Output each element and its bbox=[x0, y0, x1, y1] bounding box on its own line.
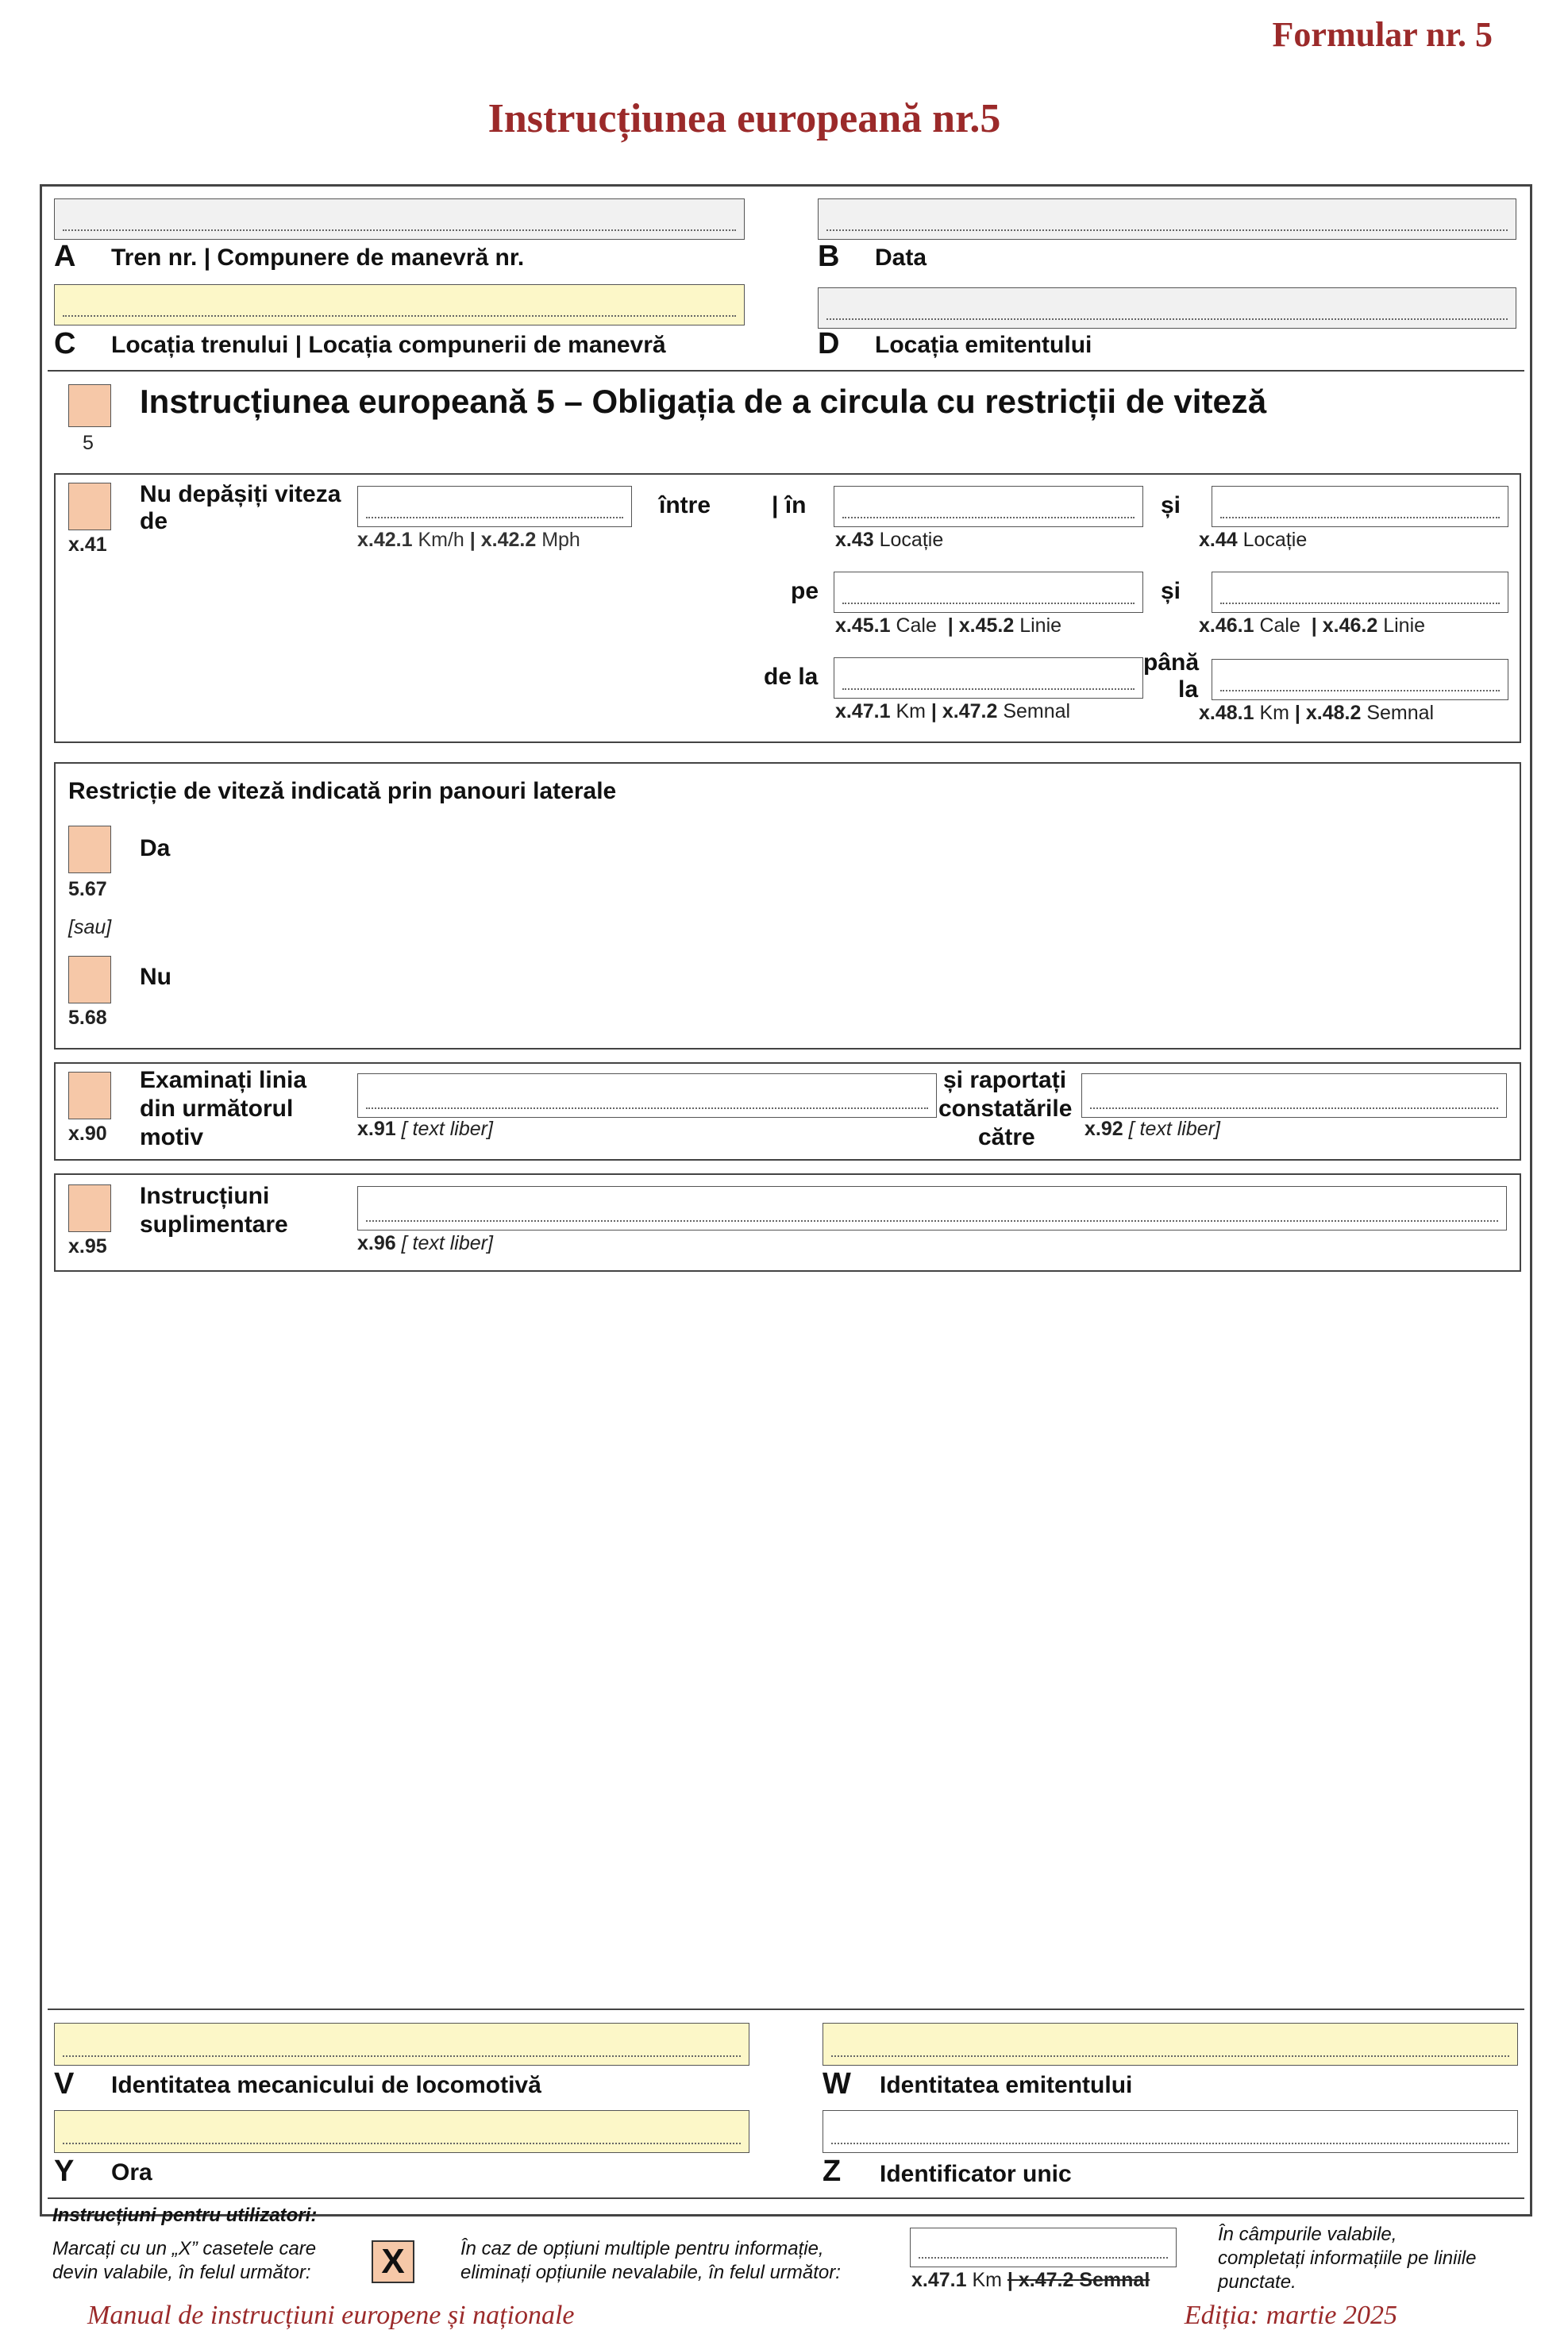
speed-unit-caption: x.42.1 Km/h | x.42.2 Mph bbox=[357, 529, 580, 551]
pana-label: până bbox=[1143, 649, 1200, 676]
location-2-field[interactable] bbox=[1212, 486, 1508, 527]
report-to-caption: x.92 [ text liber] bbox=[1085, 1118, 1220, 1140]
date-field[interactable] bbox=[818, 198, 1516, 240]
extra-label-2: suplimentare bbox=[140, 1211, 288, 1238]
panels-title: Restricție de viteză indicată prin panouri laterale bbox=[68, 778, 617, 804]
examine-code: x.90 bbox=[68, 1123, 107, 1145]
section5-code: 5 bbox=[83, 432, 94, 454]
extra-code: x.95 bbox=[68, 1235, 107, 1258]
dela-label: de la bbox=[764, 664, 819, 690]
speed-label-2: de bbox=[140, 508, 168, 534]
location-2-caption: x.44 Locație bbox=[1199, 529, 1308, 551]
instructions-col1-1: Marcați cu un „X” casetele care bbox=[52, 2238, 317, 2259]
extra-text-caption: x.96 [ text liber] bbox=[357, 1232, 493, 1254]
label-a: Tren nr. | Compunere de manevră nr. bbox=[111, 245, 525, 271]
footer-left: Manual de instrucțiuni europene și naționale bbox=[87, 2301, 575, 2330]
x-mark-example: X bbox=[372, 2240, 414, 2283]
example-caption: x.47.1 Km | x.47.2 Semnal bbox=[911, 2269, 1150, 2291]
in-label: | în bbox=[772, 492, 807, 518]
letter-v: V bbox=[54, 2067, 75, 2101]
speed-checkbox[interactable] bbox=[68, 483, 111, 530]
instructions-col3-2: completați informațiile pe liniile bbox=[1218, 2247, 1477, 2269]
extra-text-field[interactable] bbox=[357, 1186, 1507, 1231]
train-number-field[interactable] bbox=[54, 198, 745, 240]
la-label: la bbox=[1178, 676, 1199, 703]
examine-label-2: din următorul bbox=[140, 1096, 294, 1122]
letter-a: A bbox=[54, 240, 76, 273]
divider-bottom bbox=[48, 2009, 1524, 2010]
unique-id-field[interactable] bbox=[823, 2110, 1518, 2153]
report-label-2: constatările bbox=[938, 1096, 1073, 1122]
letter-d: D bbox=[818, 327, 840, 360]
nu-checkbox[interactable] bbox=[68, 956, 111, 1003]
extra-checkbox[interactable] bbox=[68, 1184, 111, 1232]
track-1-caption: x.45.1 Cale | x.45.2 Linie bbox=[835, 614, 1062, 637]
divider-top bbox=[48, 370, 1524, 372]
instructions-title: Instrucțiuni pentru utilizatori: bbox=[52, 2205, 318, 2226]
to-km-caption: x.48.1 Km | x.48.2 Semnal bbox=[1199, 702, 1435, 724]
page-title: Instrucțiunea europeană nr.5 bbox=[487, 96, 1001, 141]
label-v: Identitatea mecanicului de locomotivă bbox=[111, 2072, 541, 2098]
instructions-col2-1: În caz de opțiuni multiple pentru informație, bbox=[460, 2238, 824, 2259]
extra-label-1: Instrucțiuni bbox=[140, 1183, 270, 1209]
examine-label-3: motiv bbox=[140, 1124, 204, 1150]
divider-instructions bbox=[48, 2197, 1524, 2199]
nu-label: Nu bbox=[140, 964, 171, 990]
report-to-field[interactable] bbox=[1081, 1073, 1507, 1118]
speed-code: x.41 bbox=[68, 533, 107, 556]
label-y: Ora bbox=[111, 2159, 152, 2186]
location-1-field[interactable] bbox=[834, 486, 1143, 527]
track-2-caption: x.46.1 Cale | x.46.2 Linie bbox=[1199, 614, 1426, 637]
issuer-identity-field[interactable] bbox=[823, 2023, 1518, 2066]
instructions-col2-2: eliminați opțiunile nevalabile, în felul următor: bbox=[460, 2262, 841, 2283]
da-checkbox[interactable] bbox=[68, 826, 111, 873]
letter-z: Z bbox=[823, 2155, 842, 2188]
letter-c: C bbox=[54, 327, 76, 360]
intre-label: între bbox=[659, 492, 711, 518]
from-km-caption: x.47.1 Km | x.47.2 Semnal bbox=[835, 700, 1071, 722]
time-field[interactable] bbox=[54, 2110, 749, 2153]
letter-y: Y bbox=[54, 2155, 75, 2188]
train-location-field[interactable] bbox=[54, 284, 745, 325]
label-z: Identificator unic bbox=[880, 2161, 1072, 2187]
report-label-3: către bbox=[978, 1124, 1035, 1150]
reason-field[interactable] bbox=[357, 1073, 937, 1118]
label-b: Data bbox=[875, 245, 927, 271]
example-field bbox=[910, 2228, 1177, 2267]
label-w: Identitatea emitentului bbox=[880, 2072, 1133, 2098]
issuer-location-field[interactable] bbox=[818, 287, 1516, 329]
from-km-field[interactable] bbox=[834, 657, 1143, 699]
nu-code: 5.68 bbox=[68, 1007, 107, 1029]
si-label-2: și bbox=[1161, 578, 1181, 604]
track-2-field[interactable] bbox=[1212, 572, 1508, 613]
letter-b: B bbox=[818, 240, 840, 273]
label-d: Locația emitentului bbox=[875, 332, 1092, 358]
location-1-caption: x.43 Locație bbox=[835, 529, 944, 551]
track-1-field[interactable] bbox=[834, 572, 1143, 613]
pe-label: pe bbox=[791, 578, 819, 604]
section5-checkbox[interactable] bbox=[68, 384, 111, 427]
label-c: Locația trenului | Locația compunerii de manevră bbox=[111, 332, 666, 358]
reason-caption: x.91 [ text liber] bbox=[357, 1118, 493, 1140]
section5-title: Instrucțiunea europeană 5 – Obligația de a circula cu restricții de viteză bbox=[140, 383, 1267, 420]
to-km-field[interactable] bbox=[1212, 659, 1508, 700]
form-number: Formular nr. 5 bbox=[1272, 15, 1493, 54]
instructions-col3-1: În câmpurile valabile, bbox=[1218, 2224, 1397, 2245]
speed-label-1: Nu depășiți viteza bbox=[140, 481, 341, 507]
report-label-1: și raportați bbox=[943, 1067, 1067, 1093]
speed-value-field[interactable] bbox=[357, 486, 632, 527]
sau-label: [sau] bbox=[68, 916, 112, 938]
panels-block bbox=[54, 762, 1521, 1050]
da-label: Da bbox=[140, 835, 171, 861]
driver-identity-field[interactable] bbox=[54, 2023, 749, 2066]
si-label-1: și bbox=[1161, 492, 1181, 518]
instructions-col1-2: devin valabile, în felul următor: bbox=[52, 2262, 311, 2283]
letter-w: W bbox=[823, 2067, 851, 2101]
footer-right: Ediția: martie 2025 bbox=[1184, 2301, 1397, 2330]
examine-checkbox[interactable] bbox=[68, 1072, 111, 1119]
instructions-col3-3: punctate. bbox=[1218, 2271, 1296, 2293]
da-code: 5.67 bbox=[68, 878, 107, 900]
examine-label-1: Examinați linia bbox=[140, 1067, 307, 1093]
